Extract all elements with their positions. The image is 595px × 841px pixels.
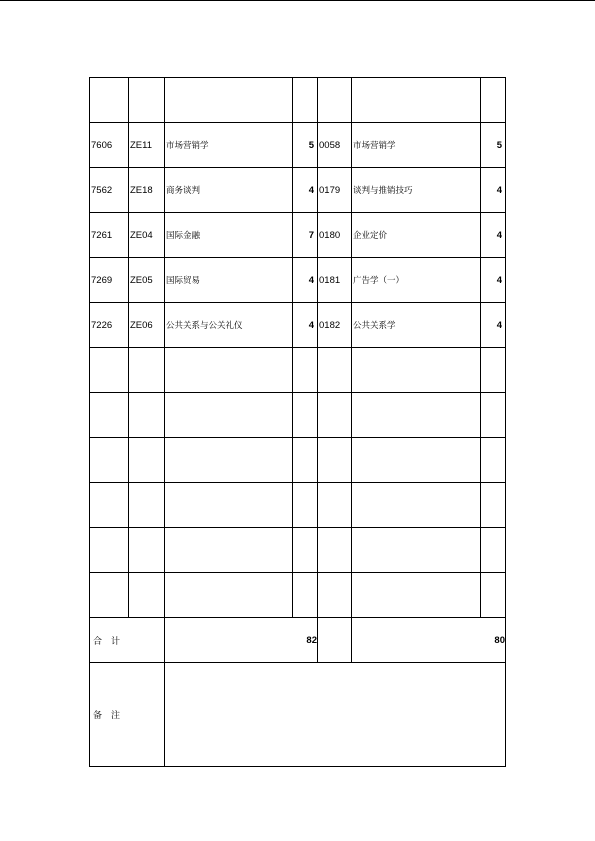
header-cell [352,78,481,123]
own-course-code: 0058 [318,123,352,168]
header-cell [481,78,506,123]
empty-cell [129,483,165,528]
empty-cell [318,438,352,483]
empty-cell [129,438,165,483]
header-cell [165,78,293,123]
own-course-name: 广告学（一） [352,258,481,303]
total-row [90,618,506,663]
ref-course-credit: 4 [293,168,318,213]
own-course-credit: 4 [481,258,506,303]
own-course-credit: 4 [481,213,506,258]
empty-cell [293,528,318,573]
ref-course-credit: 4 [293,258,318,303]
empty-cell [352,528,481,573]
empty-cell [165,348,293,393]
empty-row [90,438,506,483]
ref-subject-code: ZE11 [129,123,165,168]
own-course-code: 0180 [318,213,352,258]
empty-cell [481,438,506,483]
empty-cell [293,573,318,618]
ref-course-code: 7226 [90,303,129,348]
empty-cell [481,573,506,618]
empty-row [90,348,506,393]
own-course-name: 企业定价 [352,213,481,258]
ref-course-credit: 4 [293,303,318,348]
empty-row [90,483,506,528]
ref-course-code: 7269 [90,258,129,303]
empty-cell [352,573,481,618]
empty-cell [165,438,293,483]
ref-course-name: 市场营销学 [165,123,293,168]
empty-cell [129,393,165,438]
ref-course-credit: 5 [293,123,318,168]
empty-cell [129,348,165,393]
empty-cell [352,348,481,393]
empty-cell [165,528,293,573]
empty-cell [90,438,129,483]
empty-cell [318,573,352,618]
empty-cell [352,393,481,438]
empty-cell [293,348,318,393]
own-total-credits: 80 [352,618,506,663]
own-course-name: 市场营销学 [352,123,481,168]
empty-cell [90,393,129,438]
ref-course-name: 公共关系与公关礼仪 [165,303,293,348]
header-cell [293,78,318,123]
empty-cell [481,528,506,573]
table-row [90,168,506,213]
empty-cell [165,393,293,438]
empty-cell [90,483,129,528]
header-cell [318,78,352,123]
remarks-value [165,663,506,767]
empty-cell [318,528,352,573]
remarks-label: 备 注 [90,663,165,767]
own-course-name: 谈判与推销技巧 [352,168,481,213]
remarks-row [90,663,506,767]
empty-row [90,528,506,573]
empty-row [90,393,506,438]
empty-cell [293,438,318,483]
empty-cell [165,483,293,528]
own-course-name: 公共关系学 [352,303,481,348]
empty-cell [481,483,506,528]
own-course-code: 0182 [318,303,352,348]
empty-row [90,573,506,618]
ref-course-name: 国际贸易 [165,258,293,303]
empty-cell [165,573,293,618]
own-course-credit: 5 [481,123,506,168]
table-row [90,303,506,348]
empty-cell [129,528,165,573]
empty-cell [293,393,318,438]
own-course-code: 0181 [318,258,352,303]
empty-cell [318,483,352,528]
total-label: 合 计 [90,618,165,663]
ref-course-code: 7261 [90,213,129,258]
empty-cell [318,618,352,663]
header-cell [90,78,129,123]
own-course-credit: 4 [481,168,506,213]
ref-course-credit: 7 [293,213,318,258]
ref-course-name: 国际金融 [165,213,293,258]
empty-cell [90,348,129,393]
table-row [90,258,506,303]
top-rule [0,0,595,1]
ref-total-credits: 82 [165,618,318,663]
empty-cell [481,393,506,438]
header-row [90,78,506,123]
empty-cell [318,348,352,393]
empty-cell [90,573,129,618]
empty-cell [352,438,481,483]
ref-subject-code: ZE04 [129,213,165,258]
empty-cell [90,528,129,573]
ref-course-code: 7606 [90,123,129,168]
own-course-code: 0179 [318,168,352,213]
course-credit-table [89,77,506,767]
ref-subject-code: ZE05 [129,258,165,303]
empty-cell [481,348,506,393]
table-row [90,123,506,168]
ref-course-code: 7562 [90,168,129,213]
own-course-credit: 4 [481,303,506,348]
empty-cell [318,393,352,438]
empty-cell [352,483,481,528]
ref-subject-code: ZE18 [129,168,165,213]
header-cell [129,78,165,123]
empty-cell [129,573,165,618]
table-row [90,213,506,258]
empty-cell [293,483,318,528]
ref-subject-code: ZE06 [129,303,165,348]
ref-course-name: 商务谈判 [165,168,293,213]
